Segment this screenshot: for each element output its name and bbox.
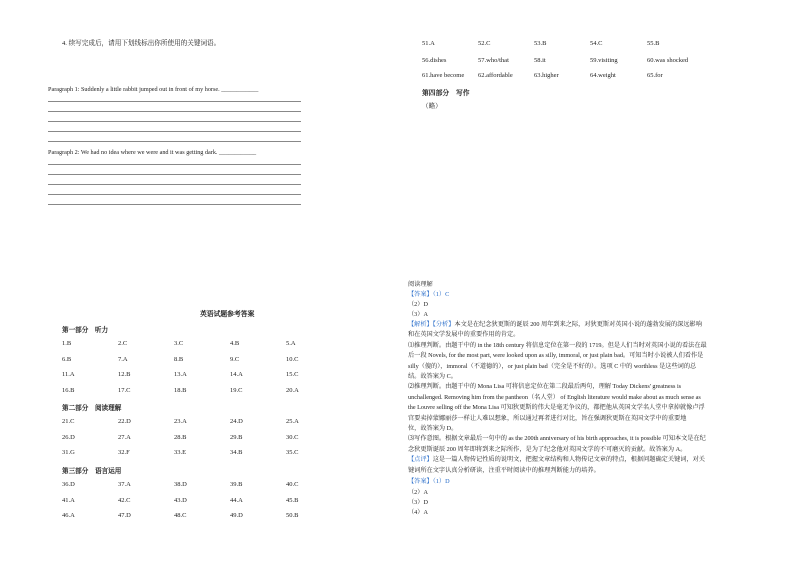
answer-cell: 56.dishes xyxy=(422,57,447,64)
answer-cell: 19.C xyxy=(230,386,243,394)
answer-cell: 62.affordable xyxy=(478,72,513,79)
answer-cell: 65.for xyxy=(647,72,663,79)
section-2-title: 第二部分 阅读理解 xyxy=(62,405,122,412)
paragraph-2-prompt: Paragraph 2: We had no idea where we were and it was getting dark. ____________ xyxy=(48,149,257,156)
answer-cell: 33.E xyxy=(174,449,187,456)
answer-cell: 6.B xyxy=(62,355,72,363)
answer-cell: 49.D xyxy=(230,512,243,519)
answer-cell: 9.C xyxy=(230,355,240,363)
answer-cell: 15.C xyxy=(286,371,299,378)
writing-line xyxy=(48,164,301,165)
writing-line xyxy=(48,121,301,122)
answer-cell: 57.who/that xyxy=(478,57,509,64)
answer-cell: 24.D xyxy=(230,418,243,425)
answer-cell: 29.B xyxy=(230,433,243,441)
answer-cell: 58.it xyxy=(534,57,546,64)
answer-cell: 13.A xyxy=(174,371,187,378)
answer-line: （3）A xyxy=(408,311,428,318)
writing-line xyxy=(48,141,301,142)
answer-cell: 2.C xyxy=(118,340,128,347)
writing-line xyxy=(48,204,301,205)
analysis-line: 结。故答案为 C。 xyxy=(408,373,457,380)
answer-tag: 【答案】（1）C xyxy=(408,291,450,298)
analysis-line: ⑴推理判断。由题干中的 in the 18th century 将信息定位在第一段的 1719。但是人们当时对英国小说的看法在最 xyxy=(408,341,707,349)
answer-cell: 53.B xyxy=(534,40,547,47)
answer-cell: 41.A xyxy=(62,496,75,504)
answer-cell: 43.D xyxy=(174,496,187,504)
answer-key-title: 英语试题参考答案 xyxy=(200,311,255,318)
answer-cell: 5.A xyxy=(286,340,296,347)
answer-row xyxy=(422,72,707,79)
answer-cell: 4.B xyxy=(230,340,240,347)
answer-cell: 32.F xyxy=(118,449,130,456)
answer-cell: 10.C xyxy=(286,355,299,363)
paragraph-1-prompt: Paragraph 1: Suddenly a little rabbit jumped out in front of my horse. ____________ xyxy=(48,86,259,93)
section-3-title: 第三部分 语言运用 xyxy=(62,468,122,475)
writing-line xyxy=(48,174,301,175)
analysis-line: ⑵推理判断。由题干中的 Mona Lisa 可将信息定位在第二段最后两句，理解 Today Dickens' greatness is xyxy=(408,383,682,391)
answer-cell: 7.A xyxy=(118,355,128,363)
writing-line xyxy=(48,111,301,112)
answer-cell: 25.A xyxy=(286,418,299,425)
answer-cell: 14.A xyxy=(230,371,243,378)
analysis-line: silly（傻的），immoral（不道德的），or just plain bad（完全是不好的）。选项 C 中的 worthless 是这些词的总 xyxy=(408,362,697,370)
answer-cell: 54.C xyxy=(590,40,603,47)
answer-cell: 64.weight xyxy=(590,72,616,79)
section-4-body: （略） xyxy=(422,103,442,110)
answer-cell: 48.C xyxy=(174,512,187,519)
analysis-line: 【解析】【分析】本文是在纪念狄更斯的诞辰 200 周年到来之际，对狄更斯对英国小说的蓬勃发展的深远影响 xyxy=(408,321,702,328)
answer-cell: 59.visiting xyxy=(590,57,618,64)
answer-cell: 45.B xyxy=(286,496,299,504)
answer-row xyxy=(422,57,707,64)
section-4-title: 第四部分 写作 xyxy=(422,90,470,97)
analysis-line: unchallenged. Removing him from the pantheon（名人堂） of English literature would make about as much sense as xyxy=(408,393,701,401)
answer-row xyxy=(422,40,707,47)
answer-cell: 21.C xyxy=(62,418,75,425)
analysis-line: 后一段 Novels, for the most part, were looked upon as silly, immoral, or just plain bad。可知当时小说被人们看作是 xyxy=(408,352,704,360)
writing-instruction: 4. 续写完成后，请用下划线标出你所使用的关键词语。 xyxy=(62,40,221,47)
writing-line xyxy=(48,101,301,102)
answer-line: （2）A xyxy=(408,489,428,496)
answer-cell: 39.B xyxy=(230,481,243,488)
answer-cell: 16.B xyxy=(62,386,75,394)
answer-set-2: 【答案】（1）D xyxy=(408,478,450,485)
answer-cell: 60.was shocked xyxy=(647,57,689,64)
analysis-tag: 【点评】 xyxy=(408,456,433,464)
answer-cell: 30.C xyxy=(286,433,299,441)
answer-cell: 23.A xyxy=(174,418,187,425)
answer-cell: 44.A xyxy=(230,496,243,504)
answer-cell: 40.C xyxy=(286,481,299,488)
answer-cell: 18.B xyxy=(174,386,187,394)
answer-line: （3）D xyxy=(408,499,428,506)
answer-cell: 8.B xyxy=(174,355,184,363)
answer-cell: 37.A xyxy=(118,481,131,488)
answer-cell: 1.B xyxy=(62,340,72,347)
answer-cell: 31.G xyxy=(62,449,75,456)
writing-line xyxy=(48,184,301,185)
answer-cell: 52.C xyxy=(478,40,491,47)
answer-cell: 17.C xyxy=(118,386,131,394)
answer-cell: 51.A xyxy=(422,40,435,47)
analysis-tag: 【解析】【分析】 xyxy=(408,321,455,328)
answer-cell: 50.B xyxy=(286,512,299,519)
analysis-line: 键词所在文字认真分析研读，注重平时阅读中的推理判断能力的培养。 xyxy=(408,466,600,474)
writing-line xyxy=(48,131,301,132)
answer-set-1 xyxy=(408,291,449,298)
analysis-line: 位，故答案为 D。 xyxy=(408,425,458,432)
analysis-line: ⑶写作意图。根据文章最后一句中的 as the 200th anniversary of his birth approaches, it is possible 可知本文是在纪 xyxy=(408,435,706,443)
answer-line: （4）A xyxy=(408,509,428,516)
answer-cell: 26.D xyxy=(62,433,75,441)
answer-cell: 35.C xyxy=(286,449,299,456)
answer-line: （2）D xyxy=(408,301,428,308)
answer-cell: 12.B xyxy=(118,371,131,378)
analysis-line: 和在英国文学发展中的重要作用的肯定。 xyxy=(408,331,520,339)
answer-cell: 36.D xyxy=(62,481,75,488)
writing-line xyxy=(48,194,301,195)
answer-cell: 20.A xyxy=(286,386,299,394)
analysis-line: 念狄更斯诞辰 200 周年即将到来之际所作，是为了纪念他对英国文学的不可磨灭的贡献。故答案为 A。 xyxy=(408,445,687,453)
answer-cell: 47.D xyxy=(118,512,131,519)
answer-cell: 55.B xyxy=(647,40,660,47)
answer-cell: 63.higher xyxy=(534,72,559,79)
answer-cell: 28.B xyxy=(174,433,187,441)
reading-heading: 阅读理解 xyxy=(408,281,433,288)
analysis-line: 【点评】这是一篇人物传记性质的说明文，把握文章结构和人物传记文章的特点，根据问题确定关键词，对关 xyxy=(408,456,705,464)
answer-cell: 27.A xyxy=(118,433,131,441)
answer-cell: 61.have become xyxy=(422,72,465,79)
analysis-line: 宫要卖掉蒙娜丽莎一样让人难以想象，所以通过再者进行对比，旨在强调狄更斯在英国文学中的重要地 xyxy=(408,414,687,422)
answer-cell: 22.D xyxy=(118,418,131,425)
answer-cell: 34.B xyxy=(230,449,243,456)
answer-cell: 42.C xyxy=(118,496,131,504)
answer-cell: 38.D xyxy=(174,481,187,488)
answer-cell: 3.C xyxy=(174,340,184,347)
answer-cell: 46.A xyxy=(62,512,75,519)
section-1-title: 第一部分 听力 xyxy=(62,327,109,334)
analysis-line: the Louvre selling off the Mona Lisa 可知狄更斯的伟大是毫无争议的，都把他从英国文学名人堂中拿掉就像卢浮 xyxy=(408,404,705,412)
answer-cell: 11.A xyxy=(62,371,75,378)
